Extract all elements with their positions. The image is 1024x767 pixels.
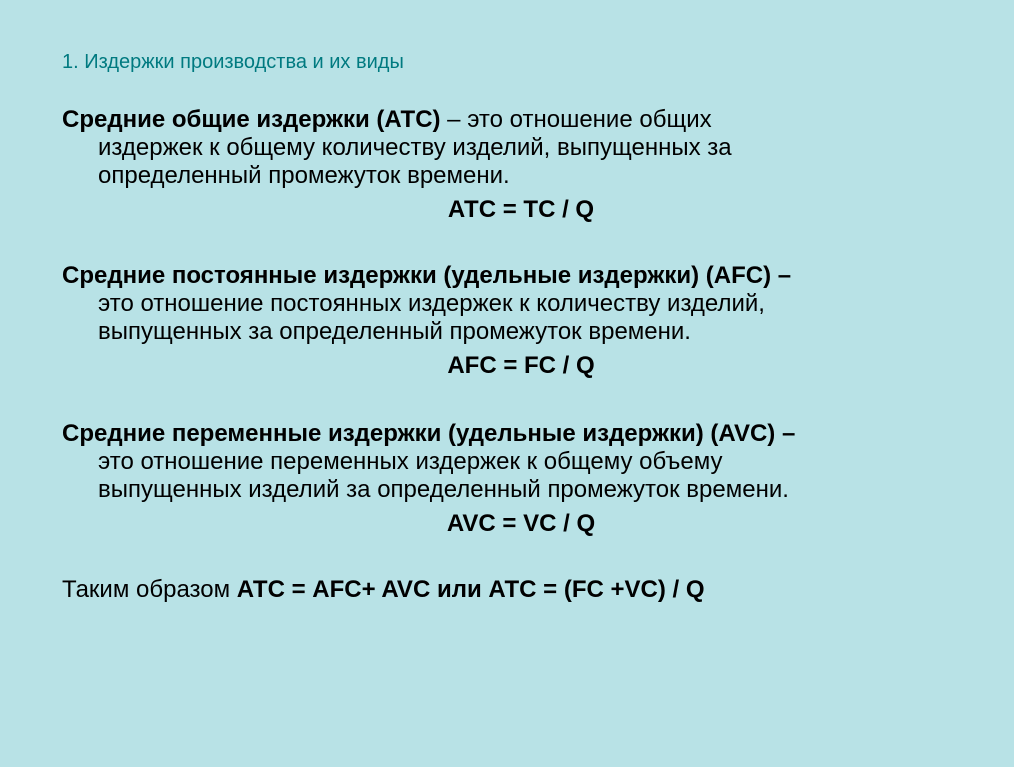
right-margin [1014, 0, 1024, 767]
definition-term: Средние переменные издержки (удельные издержки) (AVC) – [62, 420, 796, 447]
formula-afc: AFC = FC / Q [447, 352, 595, 379]
definition-avc [62, 420, 962, 504]
definition-text: это отношение переменных издержек к общему объему [98, 448, 723, 475]
formula-atc: АТС = ТС / Q [447, 196, 595, 223]
definition-atc [62, 106, 962, 190]
definition-text: издержек к общему количеству изделий, выпущенных за [98, 134, 732, 161]
definition-text: выпущенных за определенный промежуток времени. [98, 318, 691, 345]
definition-text: это отношение постоянных издержек к количеству изделий, [98, 290, 765, 317]
summary-formula: АТС = AFC+ AVC или АТС = (FC +VC) / Q [236, 576, 705, 603]
definition-term: Средние общие издержки (АТС) [62, 106, 441, 133]
formula-avc: AVC = VC / Q [446, 510, 596, 537]
definition-afc [62, 262, 962, 346]
definition-text: выпущенных изделий за определенный промежуток времени. [98, 476, 789, 503]
definition-term: Средние постоянные издержки (удельные издержки) (AFC) – [62, 262, 792, 289]
slide-title: 1. Издержки производства и их виды [62, 51, 404, 73]
definition-text: – это отношение общих [440, 106, 712, 133]
summary-prefix: Таким образом [62, 576, 237, 603]
summary-line [62, 576, 705, 604]
definition-text: определенный промежуток времени. [98, 162, 510, 189]
